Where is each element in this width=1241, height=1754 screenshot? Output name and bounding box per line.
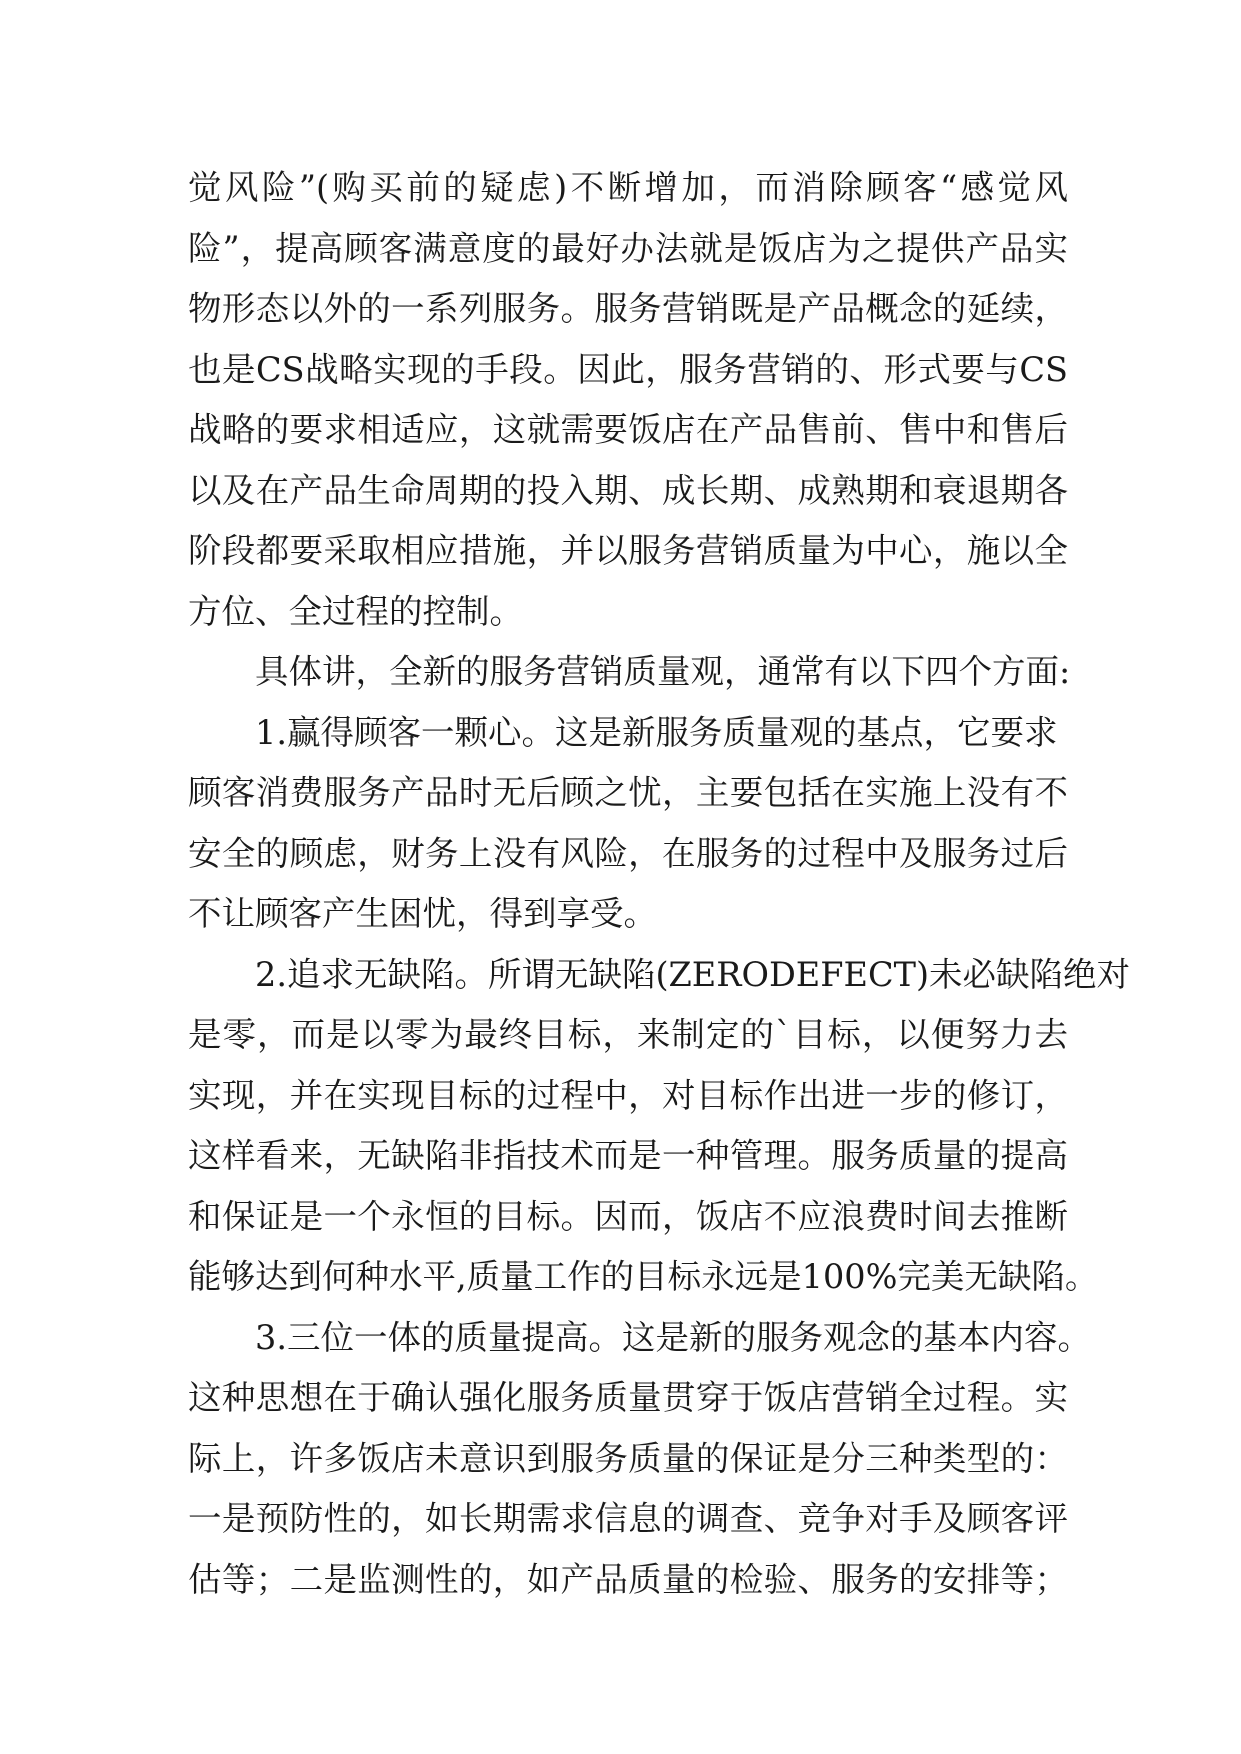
paragraph-start-line: 1.赢得顾客一颗心。这是新服务质量观的基点，它要求 (255, 712, 1058, 752)
text-line: 实现，并在实现目标的过程中，对目标作出进一步的修订， (188, 1075, 1068, 1115)
text-line: 不让顾客产生困忧，得到享受。 (188, 894, 657, 933)
paragraph-start-line: 3.三位一体的质量提高。这是新的服务观念的基本内容。 (255, 1317, 1091, 1357)
text-line: 这种思想在于确认强化服务质量贯穿于饭店营销全过程。实 (188, 1378, 1068, 1417)
paragraph-start-line: 2.追求无缺陷。所谓无缺陷(ZERODEFECT)未必缺陷绝对 (255, 954, 1131, 994)
text-line: 这样看来，无缺陷非指技术而是一种管理。服务质量的提高 (188, 1136, 1068, 1175)
text-line: 以及在产品生命周期的投入期、成长期、成熟期和衰退期各 (188, 470, 1068, 510)
text-line: 顾客消费服务产品时无后顾之忧，主要包括在实施上没有不 (188, 773, 1068, 812)
text-line: 和保证是一个永恒的目标。因而，饭店不应浪费时间去推断 (188, 1196, 1068, 1236)
paragraph-start-line: 具体讲，全新的服务营销质量观，通常有以下四个方面: (255, 652, 1071, 691)
text-line: 也是CS战略实现的手段。因此，服务营销的、形式要与CS (188, 349, 1068, 389)
text-line: 战略的要求相适应，这就需要饭店在产品售前、售中和售后 (188, 410, 1068, 449)
text-line: 物形态以外的一系列服务。服务营销既是产品概念的延续， (188, 289, 1068, 328)
text-line: 安全的顾虑，财务上没有风险，在服务的过程中及服务过后 (188, 833, 1068, 873)
text-line: 一是预防性的，如长期需求信息的调查、竞争对手及顾客评 (188, 1499, 1068, 1538)
text-line: 方位、全过程的控制。 (188, 591, 523, 631)
text-line: 险”，提高顾客满意度的最好办法就是饭店为之提供产品实 (188, 228, 1068, 268)
text-line: 估等；二是监测性的，如产品质量的检验、服务的安排等； (188, 1559, 1068, 1599)
text-line: 是零，而是以零为最终目标，来制定的`目标，以便努力去 (188, 1015, 1068, 1054)
text-line: 际上，许多饭店未意识到服务质量的保证是分三种类型的： (188, 1438, 1068, 1478)
body-text (188, 158, 1131, 1610)
text-line: 能够达到何种水平,质量工作的目标永远是100%完美无缺陷。 (188, 1257, 1099, 1296)
text-line: 觉风险”(购买前的疑虑)不断增加，而消除顾客“感觉风 (188, 168, 1068, 207)
text-line: 阶段都要采取相应措施，并以服务营销质量为中心，施以全 (188, 531, 1068, 570)
